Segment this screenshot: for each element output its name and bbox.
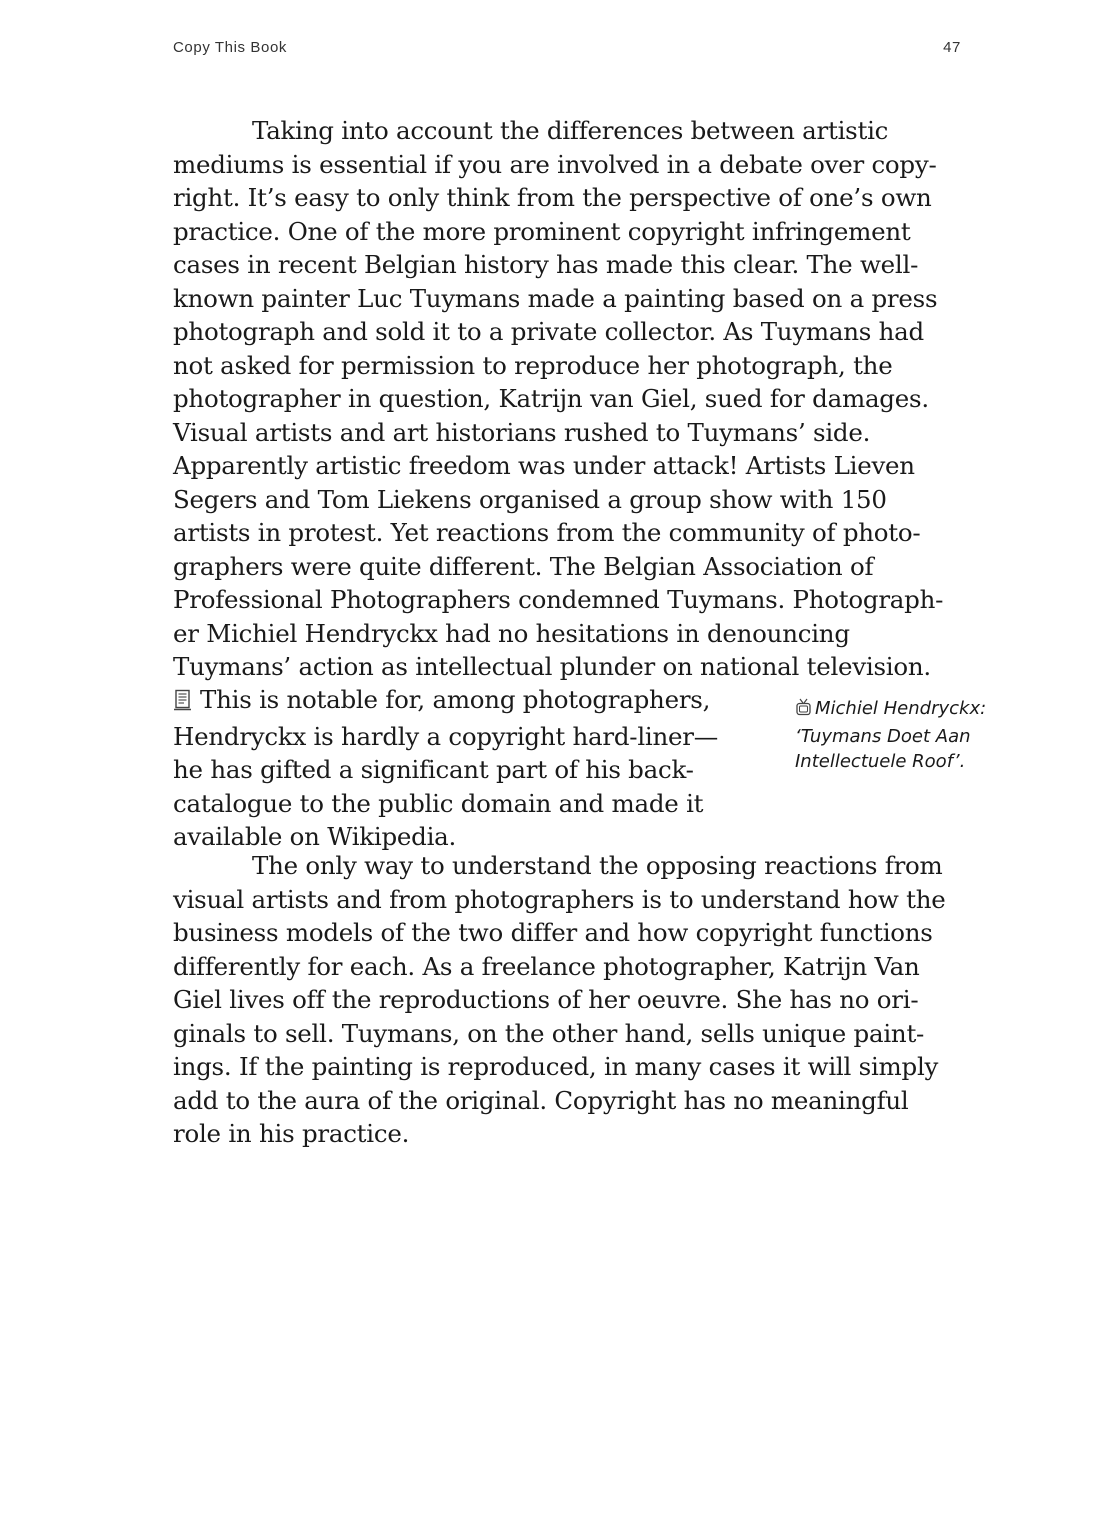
camera-icon	[795, 698, 812, 724]
paragraph-line: not asked for permission to reproduce her photograph, the	[173, 350, 893, 380]
paragraph-line: photographer in question, Katrijn van Giel, sued for damages.	[173, 384, 929, 413]
sidenote-line: ‘Tuymans Doet Aan	[795, 726, 971, 747]
paragraph-line: he has gifted a significant part of his back-	[173, 755, 694, 784]
document-icon	[173, 686, 193, 720]
paragraph-line: photograph and sold it to a private collector. As Tuymans had	[173, 317, 924, 346]
paragraph-line: graphers were quite different. The Belgian Association of	[173, 551, 874, 581]
page-number: 47	[943, 39, 961, 56]
paragraph-line: catalogue to the public domain and made it	[173, 788, 704, 818]
paragraph-line: add to the aura of the original. Copyright has no meaningful	[173, 1085, 909, 1115]
paragraph-line-text: This is notable for, among photographers,	[200, 685, 711, 714]
paragraph-2	[173, 849, 963, 1151]
sidenote	[795, 696, 1005, 774]
paragraph-line: known painter Luc Tuymans made a painting based on a press	[173, 283, 938, 313]
paragraph-line: ginals to sell. Tuymans, on the other hand, sells unique paint-	[173, 1018, 925, 1048]
paragraph-line: Giel lives off the reproductions of her oeuvre. She has no ori-	[173, 985, 919, 1014]
paragraph-line: Hendryckx is hardly a copyright hard-liner—	[173, 721, 718, 751]
paragraph-line: cases in recent Belgian history has made this clear. The well-	[173, 250, 919, 279]
sidenote-line-text: Michiel Hendryckx:	[815, 698, 987, 719]
paragraph-line: available on Wikipedia.	[173, 822, 457, 851]
running-header	[173, 39, 961, 61]
paragraph-line: practice. One of the more prominent copyright infringement	[173, 216, 911, 246]
paragraph-line: mediums is essential if you are involved in a debate over copy-	[173, 149, 937, 179]
paragraph-line: Apparently artistic freedom was under attack! Artists Lieven	[173, 451, 915, 480]
paragraph-line: er Michiel Hendryckx had no hesitations in denouncing	[173, 618, 850, 648]
paragraph-line: Taking into account the differences between artistic	[252, 116, 889, 145]
paragraph-line: Segers and Tom Liekens organised a group show with 150	[173, 484, 887, 514]
paragraph-line: ings. If the painting is reproduced, in many cases it will simply	[173, 1052, 939, 1081]
paragraph-line: Visual artists and art historians rushed to Tuymans’ side.	[173, 417, 871, 447]
paragraph-line: right. It’s easy to only think from the perspective of one’s own	[173, 183, 932, 212]
running-title: Copy This Book	[173, 39, 288, 56]
sidenote-line: Intellectuele Roof’.	[795, 751, 966, 772]
paragraph-line: differently for each. As a freelance photographer, Katrijn Van	[173, 951, 920, 981]
paragraph-line: visual artists and from photographers is to understand how the	[173, 884, 946, 914]
paragraph-line: Professional Photographers condemned Tuymans. Photograph-	[173, 585, 944, 614]
paragraph-line: artists in protest. Yet reactions from the community of photo-	[173, 518, 921, 547]
paragraph-line: business models of the two differ and how copyright functions	[173, 918, 933, 947]
paragraph-1	[173, 114, 963, 684]
sidenote-line-with-marker	[795, 696, 1005, 724]
paragraph-line: The only way to understand the opposing reactions from	[252, 851, 943, 880]
paragraph-line: role in his practice.	[173, 1119, 410, 1148]
paragraph-line: Tuymans’ action as intellectual plunder on national television.	[173, 652, 931, 681]
